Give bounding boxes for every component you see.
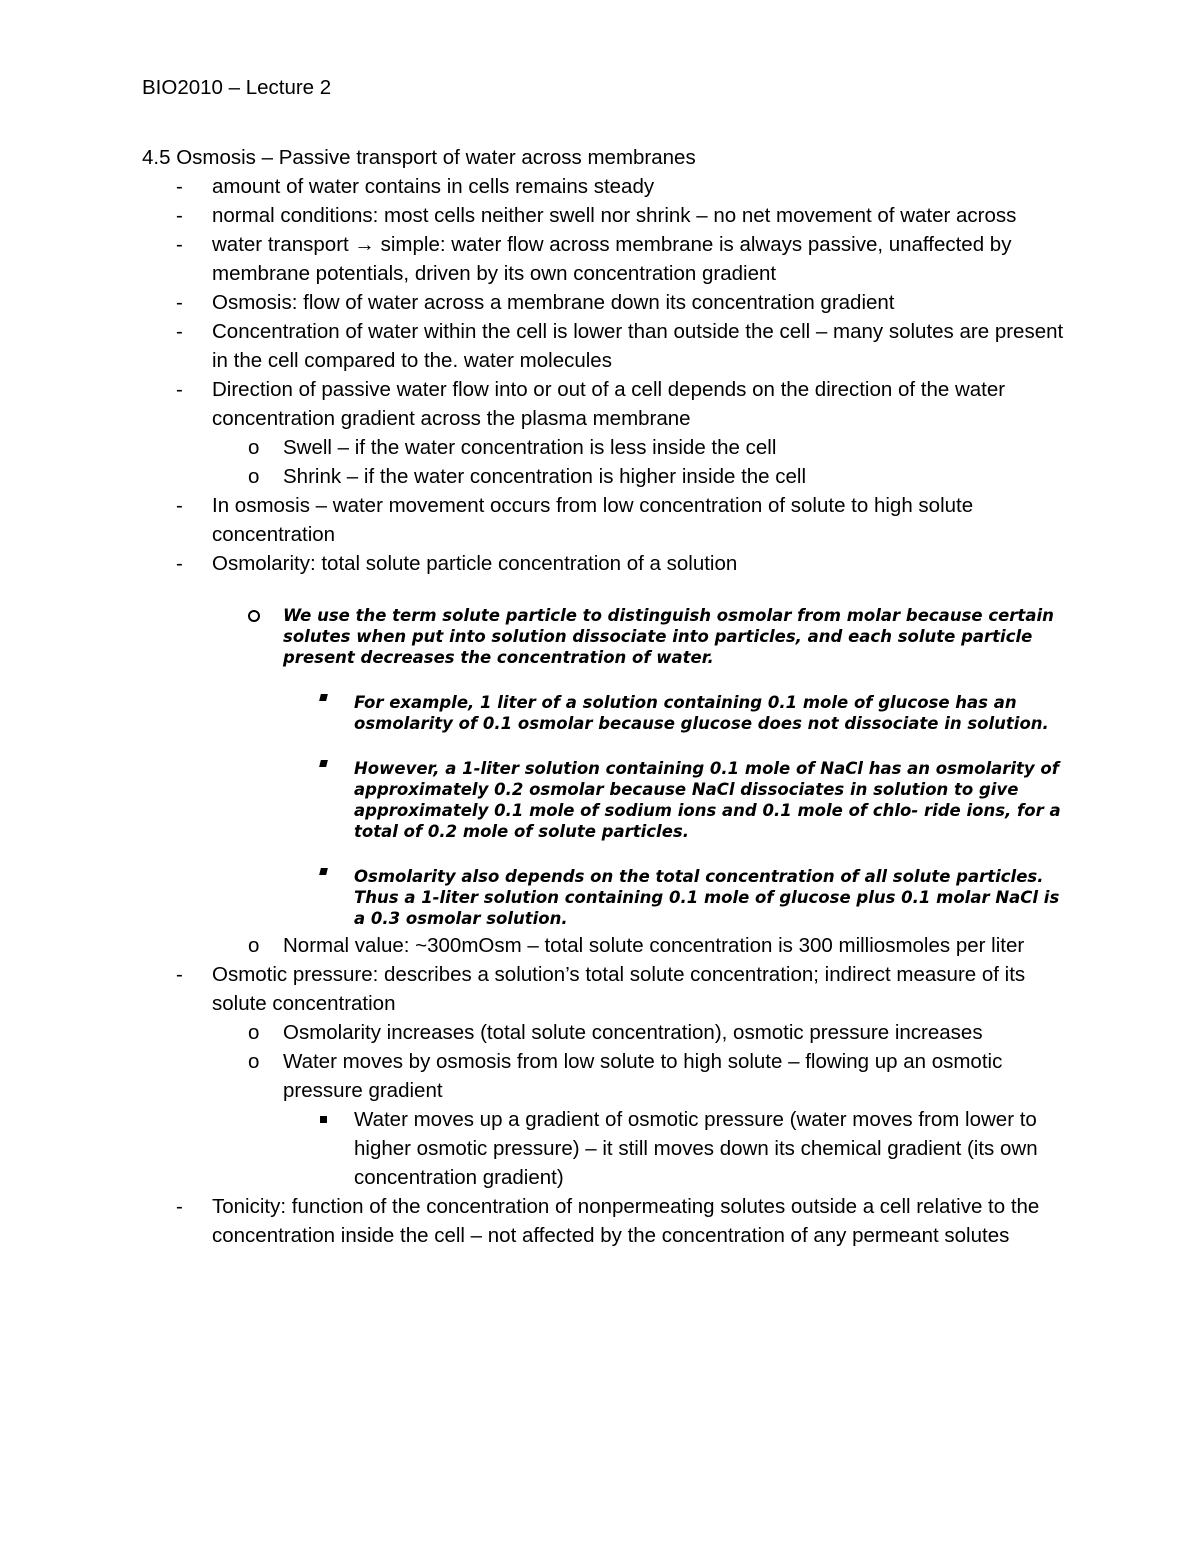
list-item bbox=[0, 549, 1072, 578]
sub-sub-list-item bbox=[0, 692, 1074, 734]
list-item-text: Concentration of water within the cell is lower than outside the cell – many solutes are present in the cell compared to the. water molecules bbox=[212, 320, 1064, 372]
list-item bbox=[0, 172, 1072, 201]
list-item-text: Tonicity: function of the concentration of nonpermeating solutes outside a cell relative to the concentration inside the cell – not affected by the concentration of any permeant solutes bbox=[212, 1195, 1040, 1247]
square-bullet-icon bbox=[319, 868, 328, 875]
sub-list-item bbox=[0, 1018, 1073, 1047]
document-header: BIO2010 – Lecture 2 bbox=[142, 76, 332, 99]
list-item-text: water transport bbox=[212, 233, 355, 256]
list-item-text: simple: water flow across membrane is always passive, unaffected by membrane potentials, driven by its own concentration gradient bbox=[212, 233, 1012, 285]
sub-list-item bbox=[0, 1047, 1073, 1105]
dash-bullet: - bbox=[176, 291, 183, 314]
square-bullet-icon bbox=[319, 760, 328, 767]
list-item bbox=[0, 491, 1072, 549]
list-item bbox=[0, 317, 1072, 375]
notes-list bbox=[0, 172, 1200, 1250]
dash-bullet: - bbox=[176, 963, 183, 986]
dash-bullet: - bbox=[176, 175, 183, 198]
dash-bullet: - bbox=[176, 552, 183, 575]
dash-bullet: - bbox=[176, 204, 183, 227]
dash-bullet: - bbox=[176, 378, 183, 401]
section-heading: 4.5 Osmosis – Passive transport of water across membranes bbox=[142, 146, 696, 169]
sub-sub-list-item bbox=[0, 866, 1074, 929]
dash-bullet: - bbox=[176, 494, 183, 517]
list-item-text: amount of water contains in cells remains steady bbox=[212, 175, 655, 198]
sub-sub-list-item bbox=[0, 1105, 1074, 1192]
list-item bbox=[0, 960, 1072, 1018]
list-item-text: Direction of passive water flow into or out of a cell depends on the direction of the water concentration gradient across the plasma membrane bbox=[212, 378, 1006, 430]
list-item-text: Water moves by osmosis from low solute to high solute – flowing up an osmotic pressure gradient bbox=[283, 1050, 1003, 1102]
list-item-text: For example, 1 liter of a solution containing 0.1 mole of glucose has an osmolarity of 0.1 osmolar because glucose does not dissociate in solution. bbox=[354, 693, 1049, 733]
dash-bullet: - bbox=[176, 233, 183, 256]
list-item bbox=[0, 201, 1072, 230]
list-item-text: Osmolarity also depends on the total concentration of all solute particles. Thus a 1-liter solution containing 0.1 mole of glucose plus 0.1 molar NaCl is a 0.3 osmolar solution. bbox=[354, 867, 1060, 928]
circle-bullet: o bbox=[248, 934, 260, 957]
list-item-text: In osmosis – water movement occurs from low concentration of solute to high solute concentration bbox=[212, 494, 974, 546]
list-item-text: However, a 1-liter solution containing 0.1 mole of NaCl has an osmolarity of approximately 0.2 osmolar because NaCl dissociates in solution to give approximately 0.1 mole of sodium ions and 0.1 mole of chlo- ride ions, for a total of 0.2 mole of solute particles. bbox=[354, 759, 1061, 841]
list-item-text: Shrink – if the water concentration is higher inside the cell bbox=[283, 465, 807, 488]
list-item-text: Osmolarity: total solute particle concentration of a solution bbox=[212, 552, 738, 575]
list-item-text: We use the term solute particle to distinguish osmolar from molar because certain solutes when put into solution dissociate into particles, and each solute particle present decreases the concentration of water. bbox=[283, 606, 1054, 667]
circle-bullet: o bbox=[248, 1050, 260, 1073]
sub-list-item bbox=[0, 462, 1073, 491]
dash-bullet: - bbox=[176, 320, 183, 343]
list-item bbox=[0, 1192, 1072, 1250]
right-arrow-icon: → bbox=[354, 233, 375, 256]
square-bullet-icon bbox=[319, 694, 328, 701]
list-item-text: Osmosis: flow of water across a membrane down its concentration gradient bbox=[212, 291, 895, 314]
sub-list-item bbox=[0, 433, 1073, 462]
circle-bullet: o bbox=[248, 465, 260, 488]
list-item bbox=[0, 230, 1072, 288]
list-item-text: normal conditions: most cells neither swell nor shrink – no net movement of water across bbox=[212, 204, 1017, 227]
circle-bullet: o bbox=[248, 1021, 260, 1044]
list-item bbox=[0, 375, 1072, 433]
sub-sub-list-item bbox=[0, 758, 1074, 842]
list-item-text: Water moves up a gradient of osmotic pressure (water moves from lower to higher osmotic pressure) – it still moves down its chemical gradient (its own concentration gradient) bbox=[354, 1108, 1038, 1189]
square-bullet-icon bbox=[320, 1116, 327, 1123]
sub-list-item bbox=[0, 931, 1073, 960]
list-item-text: Swell – if the water concentration is less inside the cell bbox=[283, 436, 777, 459]
list-item-text: Normal value: ~300mOsm – total solute concentration is 300 milliosmoles per liter bbox=[283, 934, 1025, 957]
circle-bullet: o bbox=[248, 436, 260, 459]
list-item-text: Osmotic pressure: describes a solution’s total solute concentration; indirect measure of its solute concentration bbox=[212, 963, 1026, 1015]
list-item bbox=[0, 288, 1072, 317]
sub-list-item bbox=[0, 605, 1073, 668]
circle-bullet-icon bbox=[248, 610, 260, 622]
list-item-text: Osmolarity increases (total solute concentration), osmotic pressure increases bbox=[283, 1021, 983, 1044]
dash-bullet: - bbox=[176, 1195, 183, 1218]
